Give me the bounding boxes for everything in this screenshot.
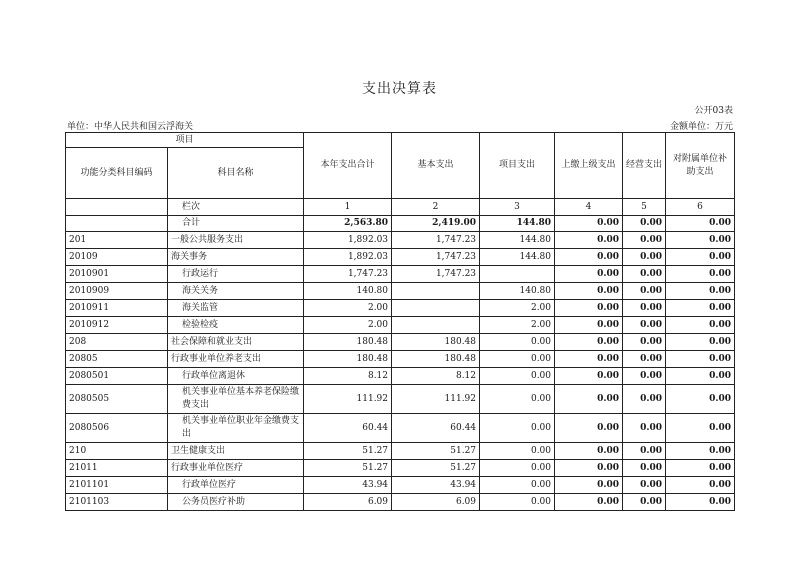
table-row [66,460,735,477]
amount-cell-project: 144.80 [480,232,555,249]
amount-cell-business: 0.00 [623,443,666,460]
amount-cell-project: 0.00 [480,443,555,460]
amount-cell-basic: 1,747.23 [392,266,480,283]
amount-cell-subsidiary: 0.00 [666,317,735,334]
subject-name-cell: 一般公共服务支出 [168,232,304,249]
amount-cell-project: 0.00 [480,494,555,511]
amount-cell-total: 51.27 [304,460,392,477]
amount-cell-project: 0.00 [480,414,555,443]
amount-cell-business: 0.00 [623,334,666,351]
column-index-label: 栏次 [168,199,304,216]
amount-cell-total: 140.80 [304,283,392,300]
amount-cell-basic: 43.94 [392,477,480,494]
subject-code-cell: 210 [66,443,168,460]
subject-code-cell: 2101101 [66,477,168,494]
amount-cell-total: 180.48 [304,334,392,351]
currency-unit-label: 金额单位：万元 [669,122,733,132]
amount-cell-basic [392,283,480,300]
table-row [66,249,735,266]
subject-name-cell: 海关事务 [168,249,304,266]
subject-code-cell: 2080505 [66,385,168,414]
amount-cell-upper: 0.00 [555,368,623,385]
amount-cell-basic: 8.12 [392,368,480,385]
amount-cell-project: 0.00 [480,385,555,414]
subject-name-cell: 海关监管 [168,300,304,317]
header-name: 科目名称 [168,148,304,199]
amount-cell-project: 0.00 [480,460,555,477]
amount-cell-subsidiary: 0.00 [666,443,735,460]
amount-cell-subsidiary: 0.00 [666,385,735,414]
amount-cell-project: 0.00 [480,334,555,351]
amount-cell-basic: 111.92 [392,385,480,414]
amount-cell-total: 60.44 [304,414,392,443]
table-row [66,477,735,494]
column-index-cell: 5 [623,199,666,216]
amount-cell-subsidiary: 0.00 [666,414,735,443]
column-index-cell: 3 [480,199,555,216]
amount-cell-subsidiary: 0.00 [666,334,735,351]
amount-cell-basic: 51.27 [392,443,480,460]
amount-cell-total: 180.48 [304,351,392,368]
subject-code-cell: 2010909 [66,283,168,300]
total-cell: 2,563.80 [304,216,392,232]
amount-cell-business: 0.00 [623,351,666,368]
amount-cell-upper: 0.00 [555,317,623,334]
amount-cell-total: 1,747.23 [304,266,392,283]
subject-name-cell: 检验检疫 [168,317,304,334]
header-subsidiary: 对附属单位补助支出 [666,133,735,199]
amount-cell-basic: 180.48 [392,334,480,351]
subject-name-cell: 机关事业单位职业年金缴费支出 [168,414,304,443]
amount-cell-subsidiary: 0.00 [666,249,735,266]
expenditure-table [65,132,735,511]
amount-cell-project: 2.00 [480,300,555,317]
column-index-cell: 2 [392,199,480,216]
amount-cell-project: 0.00 [480,477,555,494]
total-cell: 0.00 [666,216,735,232]
amount-cell-basic: 51.27 [392,460,480,477]
amount-cell-upper: 0.00 [555,334,623,351]
amount-cell-business: 0.00 [623,385,666,414]
amount-cell-subsidiary: 0.00 [666,494,735,511]
amount-cell-subsidiary: 0.00 [666,351,735,368]
subject-name-cell: 社会保障和就业支出 [168,334,304,351]
unit-label: 单位：中华人民共和国云浮海关 [67,122,194,132]
column-index-row [66,199,735,216]
amount-cell-upper: 0.00 [555,385,623,414]
table-row [66,300,735,317]
amount-cell-total: 1,892.03 [304,232,392,249]
amount-cell-business: 0.00 [623,477,666,494]
table-row [66,283,735,300]
amount-cell-total: 6.09 [304,494,392,511]
subject-name-cell: 行政事业单位医疗 [168,460,304,477]
amount-cell-upper: 0.00 [555,300,623,317]
header-project: 项目支出 [480,133,555,199]
subject-name-cell: 海关关务 [168,283,304,300]
subject-name-cell: 行政单位医疗 [168,477,304,494]
subject-name-cell: 机关事业单位基本养老保险缴费支出 [168,385,304,414]
total-cell: 0.00 [555,216,623,232]
amount-cell-subsidiary: 0.00 [666,477,735,494]
amount-cell-total: 51.27 [304,443,392,460]
subject-code-cell: 2010901 [66,266,168,283]
subject-code-cell: 2080506 [66,414,168,443]
amount-cell-business: 0.00 [623,249,666,266]
amount-cell-business: 0.00 [623,414,666,443]
amount-cell-basic: 1,747.23 [392,232,480,249]
amount-cell-project [480,266,555,283]
amount-cell-total: 111.92 [304,385,392,414]
column-index-cell: 1 [304,199,392,216]
amount-cell-upper: 0.00 [555,477,623,494]
table-row [66,443,735,460]
subject-name-cell: 公务员医疗补助 [168,494,304,511]
subject-code-cell: 2010912 [66,317,168,334]
header-item: 项目 [66,133,304,148]
subject-code-cell: 201 [66,232,168,249]
header-business: 经营支出 [623,133,666,199]
header-basic: 基本支出 [392,133,480,199]
form-number: 公开03表 [694,106,733,116]
amount-cell-total: 2.00 [304,317,392,334]
amount-cell-upper: 0.00 [555,249,623,266]
amount-cell-basic [392,300,480,317]
amount-cell-project: 0.00 [480,351,555,368]
amount-cell-total: 1,892.03 [304,249,392,266]
amount-cell-upper: 0.00 [555,494,623,511]
page-title: 支出决算表 [362,81,437,97]
column-index-cell: 6 [666,199,735,216]
amount-cell-business: 0.00 [623,266,666,283]
amount-cell-project: 2.00 [480,317,555,334]
amount-cell-total: 8.12 [304,368,392,385]
table-row [66,351,735,368]
amount-cell-project: 140.80 [480,283,555,300]
header-total: 本年支出合计 [304,133,392,199]
amount-cell-total: 2.00 [304,300,392,317]
table-row [66,368,735,385]
subject-name-cell: 行政单位离退休 [168,368,304,385]
subject-name-cell: 行政事业单位养老支出 [168,351,304,368]
subject-code-cell: 208 [66,334,168,351]
subject-code-cell: 2101103 [66,494,168,511]
amount-cell-subsidiary: 0.00 [666,232,735,249]
amount-cell-business: 0.00 [623,368,666,385]
amount-cell-business: 0.00 [623,460,666,477]
total-label: 合计 [168,216,304,232]
amount-cell-basic [392,317,480,334]
subject-code-cell: 2010911 [66,300,168,317]
table-row [66,414,735,443]
amount-cell-business: 0.00 [623,232,666,249]
amount-cell-subsidiary: 0.00 [666,460,735,477]
amount-cell-upper: 0.00 [555,460,623,477]
amount-cell-upper: 0.00 [555,443,623,460]
subject-name-cell: 行政运行 [168,266,304,283]
amount-cell-upper: 0.00 [555,232,623,249]
amount-cell-upper: 0.00 [555,414,623,443]
subject-code-cell: 21011 [66,460,168,477]
total-cell: 144.80 [480,216,555,232]
subject-code-cell: 20109 [66,249,168,266]
amount-cell-business: 0.00 [623,300,666,317]
amount-cell-subsidiary: 0.00 [666,266,735,283]
header-upper: 上缴上级支出 [555,133,623,199]
subject-code-cell: 20805 [66,351,168,368]
subject-name-cell: 卫生健康支出 [168,443,304,460]
column-index-cell: 4 [555,199,623,216]
amount-cell-upper: 0.00 [555,266,623,283]
table-row [66,266,735,283]
amount-cell-business: 0.00 [623,494,666,511]
table-row [66,385,735,414]
total-row [66,216,735,232]
amount-cell-basic: 6.09 [392,494,480,511]
table-row [66,317,735,334]
amount-cell-business: 0.00 [623,283,666,300]
total-cell: 0.00 [623,216,666,232]
amount-cell-upper: 0.00 [555,351,623,368]
amount-cell-subsidiary: 0.00 [666,283,735,300]
total-cell: 2,419.00 [392,216,480,232]
amount-cell-business: 0.00 [623,317,666,334]
amount-cell-project: 0.00 [480,368,555,385]
amount-cell-basic: 180.48 [392,351,480,368]
amount-cell-project: 144.80 [480,249,555,266]
amount-cell-basic: 1,747.23 [392,249,480,266]
table-row [66,494,735,511]
amount-cell-upper: 0.00 [555,283,623,300]
table-row [66,334,735,351]
amount-cell-basic: 60.44 [392,414,480,443]
subject-code-cell: 2080501 [66,368,168,385]
amount-cell-total: 43.94 [304,477,392,494]
header-code: 功能分类科目编码 [66,148,168,199]
amount-cell-subsidiary: 0.00 [666,368,735,385]
table-row [66,232,735,249]
amount-cell-subsidiary: 0.00 [666,300,735,317]
